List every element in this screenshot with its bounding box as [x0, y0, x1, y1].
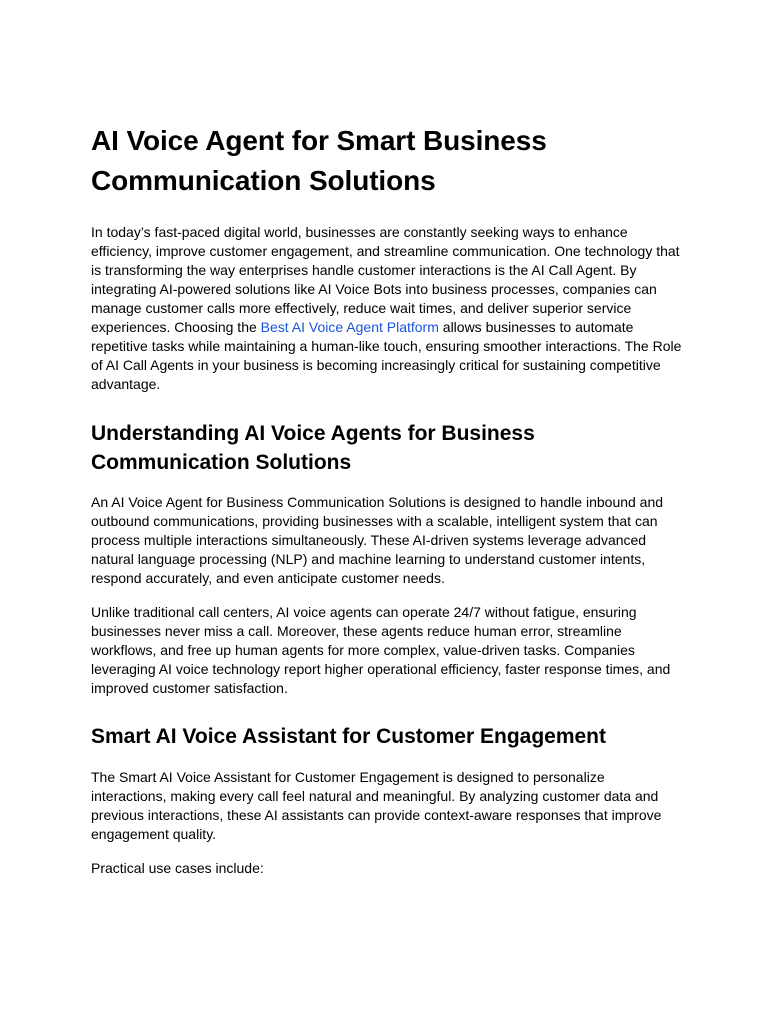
section-paragraph: The Smart AI Voice Assistant for Customer Engagement is designed to personalize interactions, making every call feel natural and meaningful. By analyzing customer data and previous interactions, these AI assistants can provide context-aware responses that improve engagement quality.	[91, 769, 662, 842]
use-cases-intro: Practical use cases include:	[91, 860, 264, 876]
intro-paragraph	[91, 223, 683, 394]
section-paragraph: Unlike traditional call centers, AI voice agents can operate 24/7 without fatigue, ensuring businesses never miss a call. Moreover, these agents reduce human error, streamline workflows, and free up human agents for more complex, value-driven tasks. Companies leveraging AI voice technology report higher operational efficiency, faster response times, and improved customer satisfaction.	[91, 604, 671, 696]
best-ai-voice-agent-platform-link[interactable]: Best AI Voice Agent Platform	[260, 319, 439, 335]
document-page	[91, 121, 683, 878]
section-paragraph: An AI Voice Agent for Business Communication Solutions is designed to handle inbound and outbound communications, providing businesses with a scalable, intelligent system that can process multiple interactions simultaneously. These AI-driven systems leverage advanced natural language processing (NLP) and machine learning to understand customer intents, respond accurately, and even anticipate customer needs.	[91, 494, 664, 586]
intro-text-after-link: allows businesses to automate repetitive tasks while maintaining a human-like touch, ensuring smoother interactions. The Role of AI Call Agents in your business is becoming increasingly critical for sustaining competitive advantage.	[91, 319, 682, 392]
section-heading-smart-assistant: Smart AI Voice Assistant for Customer Engagement	[91, 725, 607, 748]
document-title: AI Voice Agent for Smart Business Communication Solutions	[91, 125, 547, 196]
section-heading-understanding: Understanding AI Voice Agents for Business Communication Solutions	[91, 422, 535, 474]
intro-text-before-link: In today’s fast-paced digital world, businesses are constantly seeking ways to enhance efficiency, improve customer engagement, and streamline communication. One technology that is transforming the way enterprises handle customer interactions is the AI Call Agent. By integrating AI-powered solutions like AI Voice Bots into business processes, companies can manage customer calls more effectively, reduce wait times, and deliver superior service experiences. Choosing the	[91, 224, 680, 335]
